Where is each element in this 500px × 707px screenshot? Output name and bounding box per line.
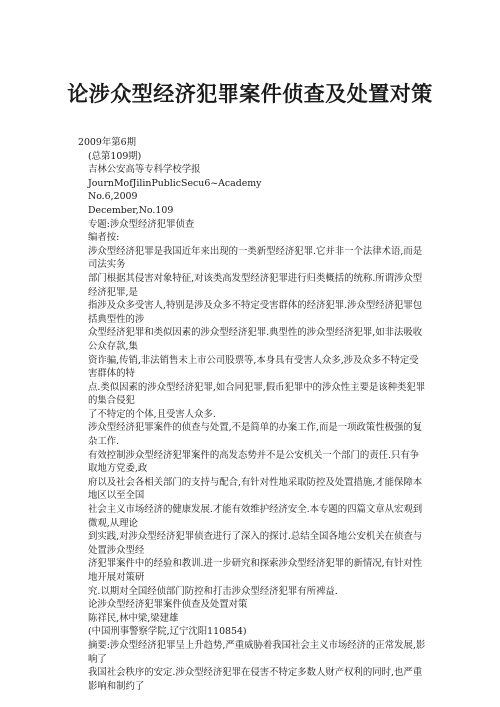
body-line: 编者按: [88,232,120,244]
document-body [78,136,428,693]
body-line: 点.类似因素的涉众型经济犯罪,如合同犯罪,假币犯罪中的涉众性主要是该种类犯罪的集合侵犯 [88,381,426,407]
body-line: 了不特定的个体,且受害人众多. [88,408,216,420]
body-line: 2009年第6期 [78,137,136,148]
body-line: December,No.109 [88,204,174,216]
body-line: 府以及社会各相关部门的支持与配合,有针对性地采取防控及处置措施,才能保障本地区以至全国 [88,476,423,502]
body-line: 究.以期对全国经侦部门防控和打击涉众型经济犯罪有所裨益. [88,585,338,597]
body-line: 涉众型经济犯罪是我国近年来出现的一类新型经济犯罪.它并非一个法律术语,而是司法实务 [88,245,423,271]
body-line: JournMofJilinPublicSecu6~Academy [88,177,262,189]
body-line: 我国社会秩序的安定.涉众型经济犯罪在侵害不特定多数人财产权利的同时,也严重影响和制约了 [88,667,423,692]
body-line: 论涉众型经济犯罪案件侦查及处置对策 [88,599,248,611]
body-line: 摘要:涉众型经济犯罪呈上升趋势,严重威胁着我国社会主义市场经济的正常发展,影响了 [88,639,426,665]
body-line: 济犯罪案件中的经验和教训.进一步研究和探索涉众型经济犯罪的新情况,有针对性地开展对策研 [88,558,423,583]
body-line: 到实践,对涉众型经济犯罪侦查进行了深入的探讨.总结全国各地公安机关在侦查与处置涉众型经 [88,531,423,556]
body-line: 资诈骗,传销,非法销售未上市公司股票等,本身具有受害人众多,涉及众多不特定受害群体的特 [88,354,419,380]
page-title: 论涉众型经济犯罪案件侦查及处置对策 [67,81,433,106]
body-line: 社会主义市场经济的健康发展.才能有效维护经济安全.本专题的四篇文章从宏观到微观,从理论 [88,504,423,529]
body-line: 涉众型经济犯罪案件的侦查与处置,不是简单的办案工作,而是一项政策性极强的复杂工作. [88,422,423,448]
body-line: (总第109期) [88,150,142,162]
body-line: 部门根据其侵害对象特征,对该类高发型经济犯罪进行归类概括的统称.所谓涉众型经济犯罪,是 [88,272,423,298]
body-line: (中国刑事警察学院,辽宁沈阳110854) [88,626,247,638]
body-line: 专题:涉众型经济犯罪侦查 [88,218,195,230]
body-line: 吉林公安高等专科学校学报 [88,164,201,176]
body-line: 指涉及众多受害人,特别是涉及众多不特定受害群体的经济犯罪.涉众型经济犯罪包括典型性的涉 [88,300,423,325]
body-line: 陈祥民,林中梁,梁建雄 [88,612,179,624]
body-line: 众型经济犯罪和类似因素的涉众型经济犯罪.典型性的涉众型经济犯罪,如非法吸收公众存款,集 [88,327,423,352]
body-line: 有效控制涉众型经济犯罪案件的高发态势并不是公安机关一个部门的责任.只有争取地方党委,政 [88,449,420,475]
body-line: No.6,2009 [88,191,138,203]
